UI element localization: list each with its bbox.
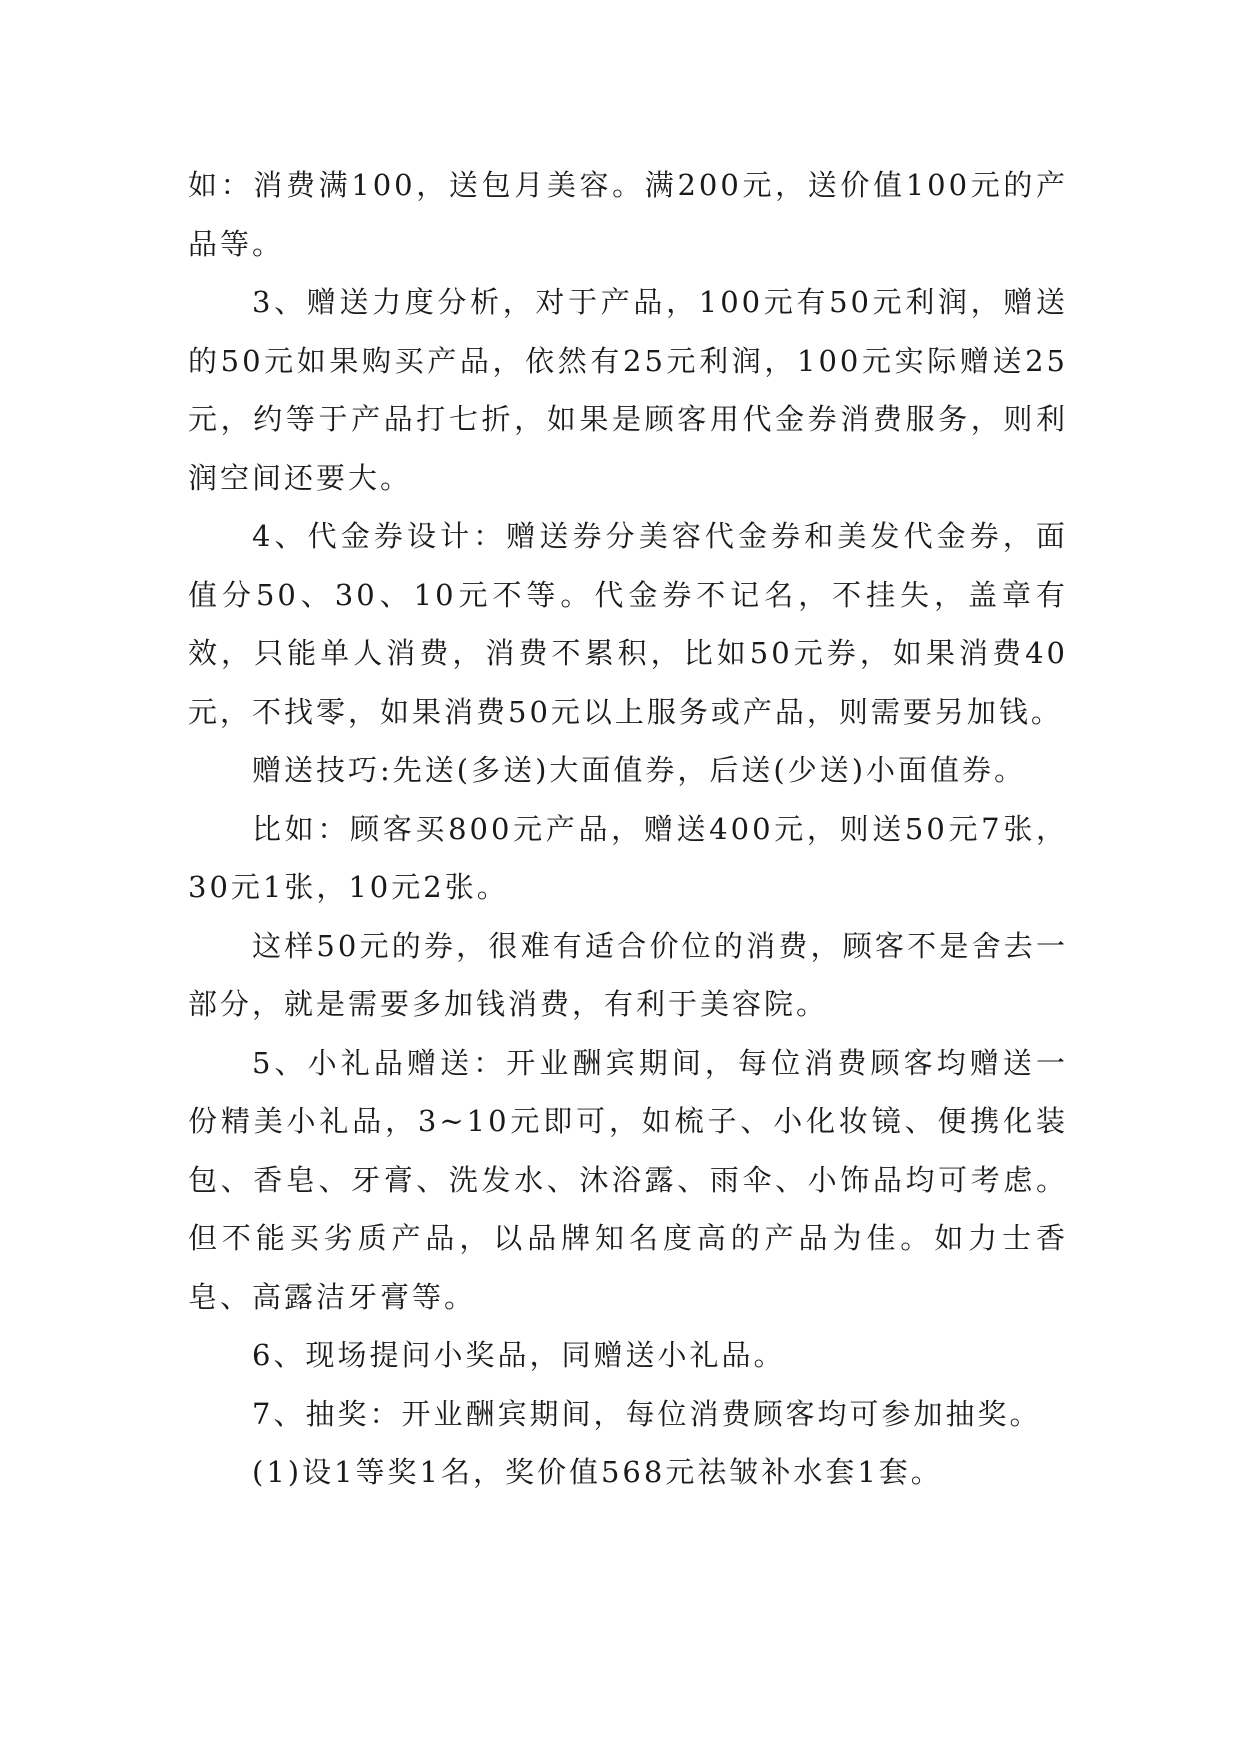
paragraph-continuation: 如：消费满100，送包月美容。满200元，送价值100元的产品等。: [188, 168, 1068, 261]
paragraph-example: 比如：顾客买800元产品，赠送400元，则送50元7张，30元1张，10元2张。: [188, 811, 1068, 904]
paragraph-gift-tips: 赠送技巧:先送(多送)大面值券，后送(少送)小面值券。: [252, 753, 1027, 787]
paragraph-onsite-prizes: 6、现场提问小奖品，同赠送小礼品。: [252, 1338, 786, 1372]
paragraph-voucher-design: 4、代金券设计：赠送券分美容代金券和美发代金券，面值分50、30、10元不等。代金券不记名，不挂失，盖章有效，只能单人消费，消费不累积，比如50元券，如果消费40元，不找零，如果消费50元以上服务或产品，则需要另加钱。: [188, 519, 1068, 729]
paragraph-gift-analysis: 3、赠送力度分析，对于产品，100元有50元利润，赠送的50元如果购买产品，依然有25元利润，100元实际赠送25元，约等于产品打七折，如果是顾客用代金券消费服务，则利润空间还要大。: [188, 285, 1068, 495]
paragraph-explanation: 这样50元的券，很难有适合价位的消费，顾客不是舍去一部分，就是需要多加钱消费，有利于美容院。: [188, 928, 1068, 1021]
document-body: [188, 156, 1068, 1502]
paragraph-small-gifts: 5、小礼品赠送：开业酬宾期间，每位消费顾客均赠送一份精美小礼品，3~10元即可，如梳子、小化妆镜、便携化装包、香皂、牙膏、洗发水、沐浴露、雨伞、小饰品均可考虑。但不能买劣质产品，以品牌知名度高的产品为佳。如力士香皂、高露洁牙膏等。: [188, 1045, 1068, 1314]
paragraph-first-prize: (1)设1等奖1名，奖价值568元祛皱补水套1套。: [252, 1455, 943, 1489]
paragraph-lottery: 7、抽奖：开业酬宾期间，每位消费顾客均可参加抽奖。: [252, 1396, 1042, 1431]
